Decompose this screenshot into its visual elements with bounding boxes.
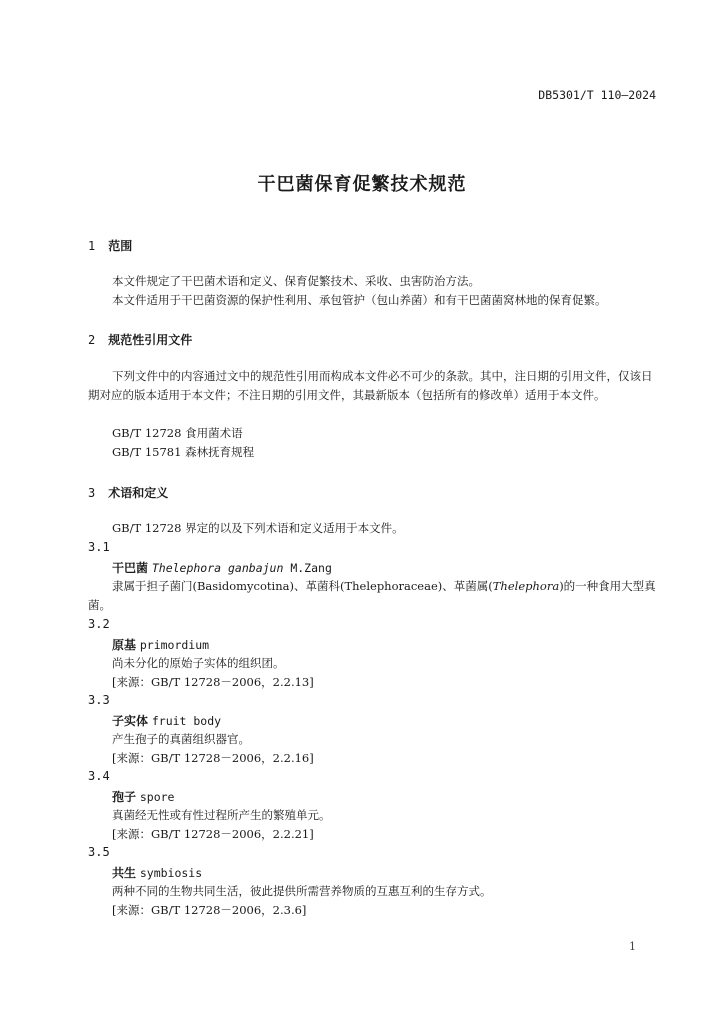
term-chinese: 子实体 [112,714,149,728]
term-number: 3.4 [88,769,110,783]
definition-genus: Thelephora [492,579,560,593]
term-definition: 尚未分化的原始子实体的组织团。 [112,656,285,670]
section-title: 范围 [108,239,133,253]
term-source: [来源：GB/T 12728－2006，2.2.16] [112,751,314,765]
scope-paragraph-2: 本文件适用于干巴菌资源的保护性利用、承包管护（包山养菌）和有干巴菌菌窝林地的保育促繁。 [112,293,607,307]
term-heading [112,864,202,881]
reference-item: GB/T 12728 食用菌术语 [112,426,243,440]
term-author: M.Zang [283,561,332,575]
section-3-heading [88,484,168,501]
scope-paragraph-1: 本文件规定了干巴菌术语和定义、保育促繁技术、采收、虫害防治方法。 [112,274,480,288]
term-definition: 真菌经无性或有性过程所产生的繁殖单元。 [112,808,331,822]
term-heading [112,559,332,576]
term-heading [112,636,209,653]
section-number: 3 [88,486,96,500]
term-chinese: 共生 [112,866,137,880]
term-number: 3.3 [88,693,110,707]
standard-code: DB5301/T 110—2024 [538,88,656,102]
term-heading [112,788,174,805]
term-chinese: 干巴菌 [112,561,149,575]
section-title: 规范性引用文件 [108,333,193,347]
definition-text: )的一种食用大型真菌。 [88,579,656,612]
section-1-heading [88,237,132,254]
term-latin-name: Thelephora ganbajun [151,561,284,575]
term-definition: 产生孢子的真菌组织器官。 [112,732,250,746]
term-heading [112,712,221,729]
section-2-heading [88,331,192,348]
section-number: 2 [88,333,96,347]
term-number: 3.5 [88,845,110,859]
term-english: spore [139,790,175,804]
term-chinese: 原基 [112,638,137,652]
term-english: primordium [139,638,210,652]
term-source: [来源：GB/T 12728－2006，2.2.21] [112,827,314,841]
term-english: fruit body [151,714,222,728]
normative-references-paragraph: 下列文件中的内容通过文中的规范性引用而构成本文件必不可少的条款。其中，注日期的引用文件，仅该日期对应的版本适用于本文件；不注日期的引用文件，其最新版本（包括所有的修改单）适用于本文件。 [88,369,653,402]
term-number: 3.1 [88,540,110,554]
term-source: [来源：GB/T 12728－2006，2.2.13] [112,675,314,689]
document-title: 干巴菌保育促繁技术规范 [257,174,467,195]
section-number: 1 [88,239,96,253]
page-number: 1 [629,940,636,953]
term-english: symbiosis [139,866,203,880]
terms-intro: GB/T 12728 界定的以及下列术语和定义适用于本文件。 [112,521,404,535]
definition-text: 隶属于担子菌门(Basidomycotina)、革菌科(Thelephoraceae)、革菌属( [112,579,493,593]
term-definition: 两种不同的生物共同生活，彼此提供所需营养物质的互惠互利的生存方式。 [112,884,492,898]
term-chinese: 孢子 [112,790,137,804]
term-number: 3.2 [88,617,110,631]
reference-item: GB/T 15781 森林抚育规程 [112,445,255,459]
term-source: [来源：GB/T 12728－2006，2.3.6] [112,903,307,917]
section-title: 术语和定义 [108,486,169,500]
term-definition [88,577,656,615]
